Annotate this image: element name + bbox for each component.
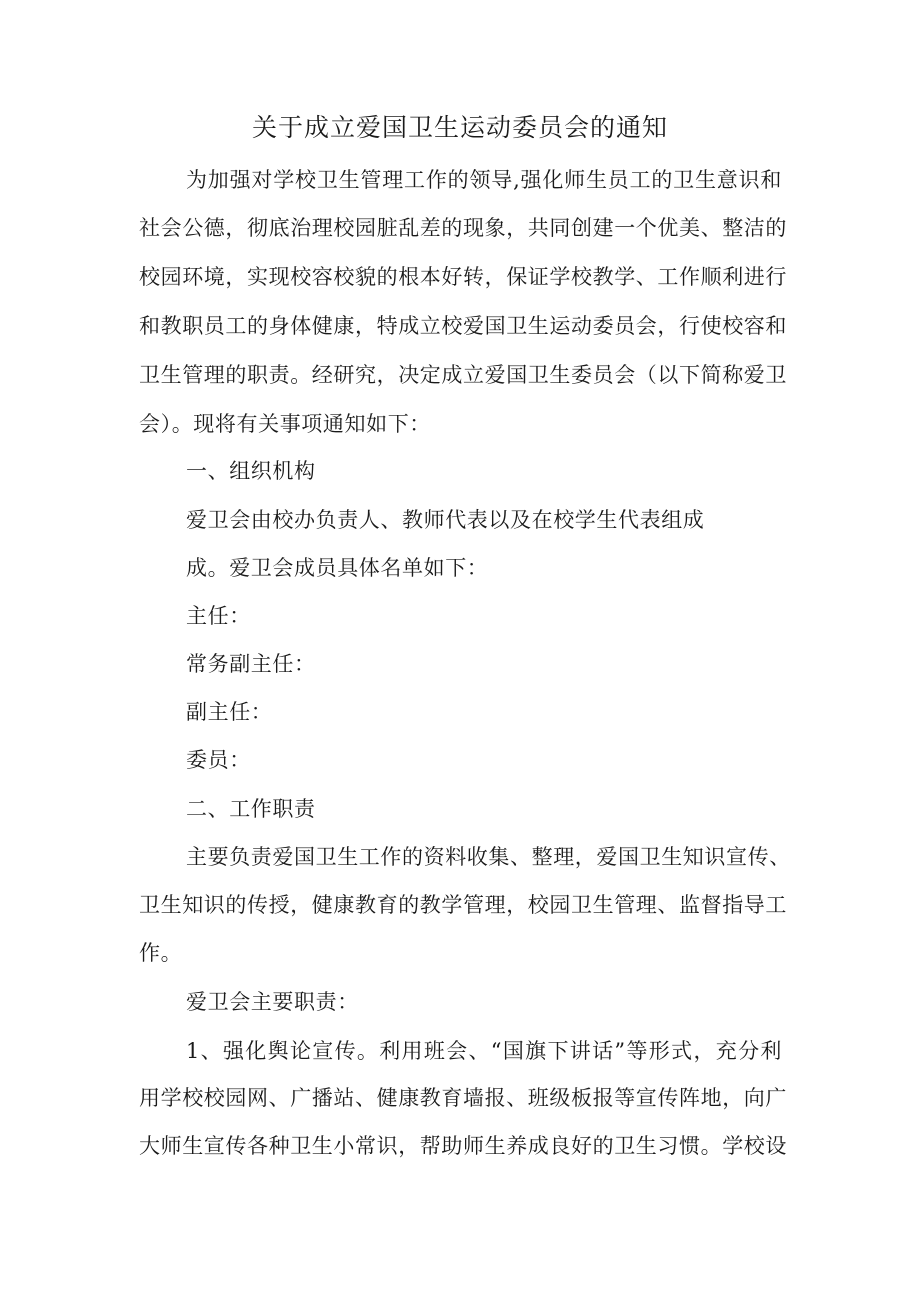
intro-line-1: 为加强对学校卫生管理工作的领导,强化师生员工的卫生意识和 [186,168,782,192]
organization-text-line-1: 爱卫会由校办负责人、教师代表以及在校学生代表组成 [186,508,705,532]
intro-line-5: 卫生管理的职责。经研究，决定成立爱国卫生委员会（以下简称爱卫 [139,363,787,387]
duty-1-line-1: 1、强化舆论宣传。利用班会、“国旗下讲话”等形式，充分利 [186,1039,782,1063]
document-title: 关于成立爱国卫生运动委员会的通知 [251,113,668,142]
main-duties-heading: 爱卫会主要职责： [186,990,359,1014]
role-executive-deputy-director: 常务副主任： [186,652,316,676]
role-director: 主任： [186,604,251,628]
intro-line-4: 和教职员工的身体健康，特成立校爱国卫生运动委员会，行使校容和 [139,314,787,338]
duties-para-line-1: 主要负责爱国卫生工作的资料收集、整理，爱国卫生知识宣传、 [186,845,791,869]
role-deputy-director: 副主任： [186,700,273,724]
section-heading-duties: 二、工作职责 [186,797,316,821]
duty-1-line-3: 大师生宣传各种卫生小常识，帮助师生养成良好的卫生习惯。学校设 [139,1134,787,1158]
role-members: 委员： [186,748,251,772]
organization-text-line-2: 成。爱卫会成员具体名单如下： [186,556,489,580]
duty-1-line-2: 用学校校园网、广播站、健康教育墙报、班级板报等宣传阵地，向广 [139,1086,787,1110]
duties-para-line-2: 卫生知识的传授，健康教育的教学管理，校园卫生管理、监督指导工 [139,893,787,917]
intro-line-2: 社会公德，彻底治理校园脏乱差的现象，共同创建一个优美、整洁的 [139,216,787,240]
intro-line-3: 校园环境，实现校容校貌的根本好转，保证学校教学、工作顺利进行 [139,265,787,289]
duties-para-line-3: 作。 [139,941,183,965]
intro-line-6: 会）。现将有关事项通知如下： [139,412,431,436]
section-heading-organization: 一、组织机构 [186,459,316,483]
